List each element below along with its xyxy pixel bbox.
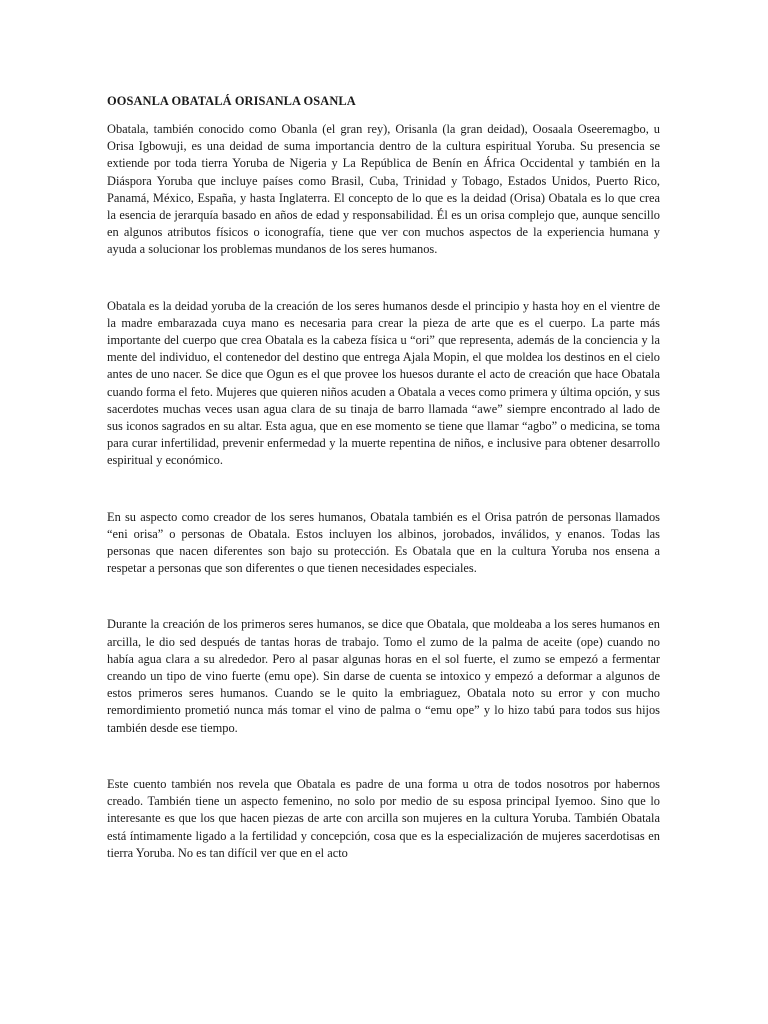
paragraph-feminine-aspect: Este cuento también nos revela que Obatala es padre de una forma u otra de todos nosotros por habernos creado. También tiene un aspecto femenino, no solo por medio de su esposa principal Iyemoo. Sino que lo interesante es que los que hacen piezas de arte con arcilla son mujeres en la cultura Yoruba. También Obatala está íntimamente ligado a la fertilidad y concepción, cosa que es la especialización de mujeres sacerdotisas en tierra Yoruba. No es tan difícil ver que en el acto (107, 776, 660, 860)
paragraph-eni-orisa: En su aspecto como creador de los seres humanos, Obatala también es el Orisa patrón de personas llamados “eni orisa” o personas de Obatala. Estos incluyen los albinos, jorobados, inválidos, y enanos. Todas las personas que nacen diferentes son bajo su protección. Es Obatala que en la cultura Yoruba nos ensena a respetar a personas que son diferentes o que tienen necesidades especiales. (107, 509, 660, 576)
document-page (107, 93, 660, 862)
document-title: OOSANLA OBATALÁ ORISANLA OSANLA (107, 94, 356, 108)
paragraph-intro: Obatala, también conocido como Obanla (el gran rey), Orisanla (la gran deidad), Oosaala Oseeremagbo, u Orisa Igbowuji, es una deidad de suma importancia dentro de la cultura espiritual Yoruba. Su presencia se extiende por toda tierra Yoruba de Nigeria y La República de Benín en África Occidental y también en la Diáspora Yoruba que incluye países como Brasil, Cuba, Trinidad y Tobago, Estados Unidos, Puerto Rico, Panamá, México, España, y hasta Inglaterra. El concepto de lo que es la deidad (Orisa) Obatala es lo que crea la esencia de jerarquía basado en años de edad y responsabilidad. Él es un orisa complejo que, aunque sencillo en algunos atributos físicos o iconografía, tiene que ver con muchos aspectos de la experiencia humana y ayuda a solucionar los problemas mundanos de los seres humanos. (107, 122, 660, 257)
paragraph-palm-wine: Durante la creación de los primeros seres humanos, se dice que Obatala, que moldeaba a los seres humanos en arcilla, le dio sed después de tantas horas de trabajo. Tomo el zumo de la palma de aceite (ope) cuando no había agua clara a su alrededor. Pero al pasar algunas horas en el sol fuerte, el zumo se empezó a fermentar creando un tipo de vino fuerte (emu ope). Sin darse de cuenta se intoxico y empezó a deformar a algunos de estos primeros seres humanos. Cuando se le quito la embriaguez, Obatala noto su error y con mucho remordimiento prometió nunca más tomar el vino de palma o “emu ope” y lo hizo tabú para todos sus hijos también desde ese tiempo. (107, 617, 660, 735)
paragraph-creation: Obatala es la deidad yoruba de la creación de los seres humanos desde el principio y hasta hoy en el vientre de la madre embarazada cuya mano es necesaria para crear la pieza de arte que es el cuerpo. La parte más importante del cuerpo que crea Obatala es la cabeza física u “ori” que representa, además de la conciencia y la mente del individuo, el contenedor del destino que entrega Ajala Mopin, el que moldea los destinos en el cielo antes de uno nacer. Se dice que Ogun es el que provee los huesos durante el acto de creación que hace Obatala cuando forma el feto. Mujeres que quieren niños acuden a Obatala a veces como primera y última opción, y sus sacerdotes muchas veces usan agua clara de su tinaja de barro llamada “awe” siempre encontrado al lado de sus iconos sagrados en su altar. Esta agua, que en ese momento se tiene que llamar “agbo” o medicina, se toma para curar infertilidad, prevenir enfermedad y la muerte repentina de niños, e inclusive para obtener desarrollo espiritual y económico. (107, 298, 660, 468)
